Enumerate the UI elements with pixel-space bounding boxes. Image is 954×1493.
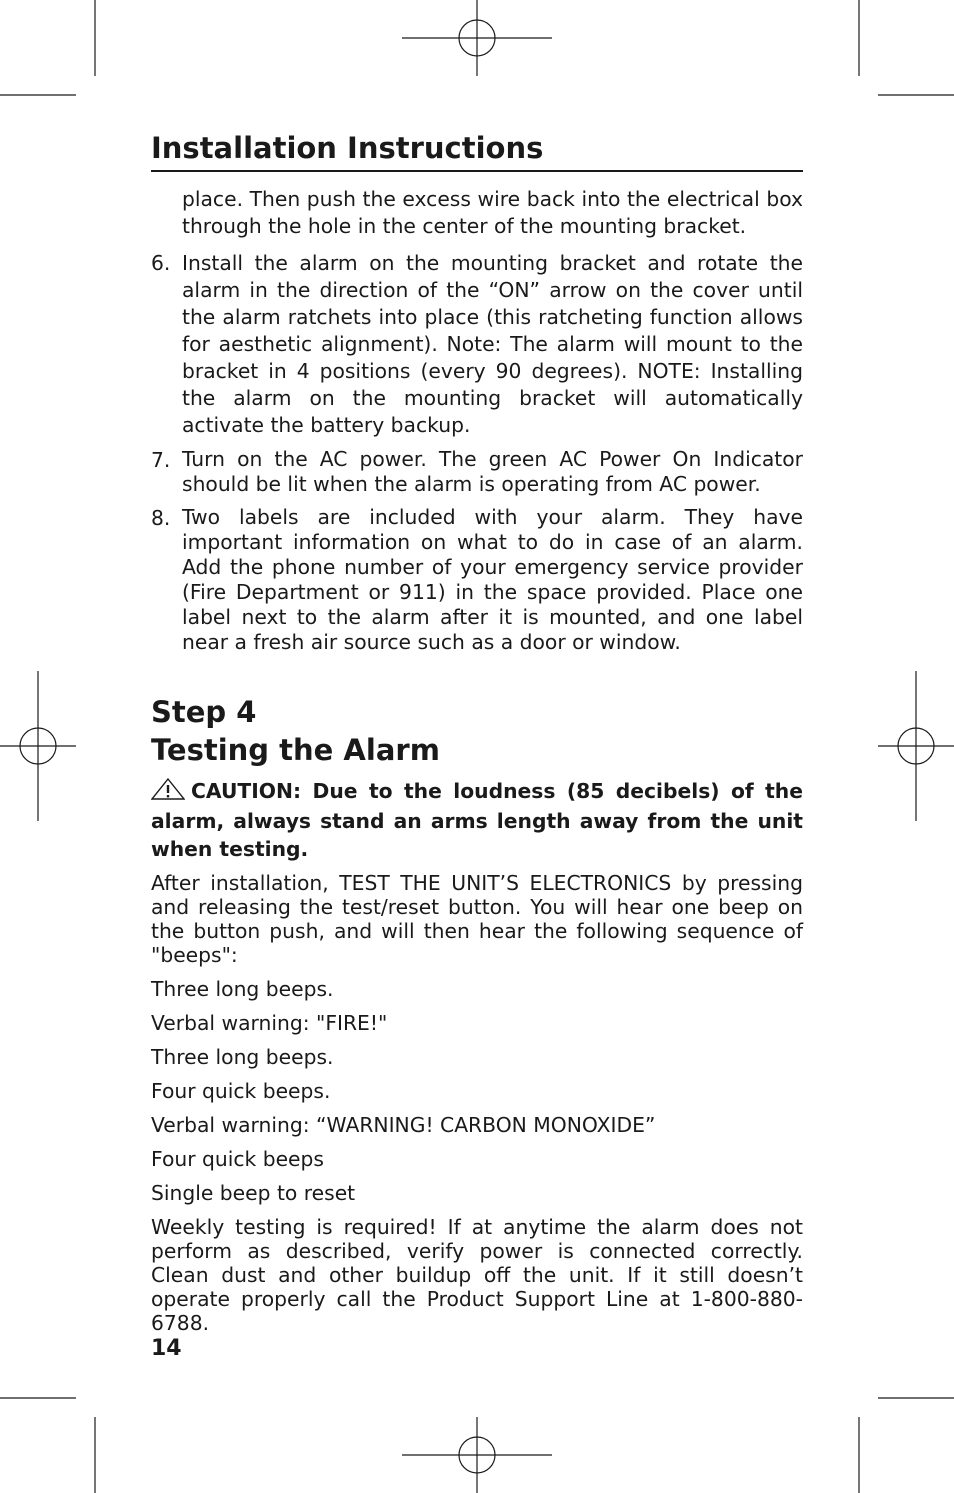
caution-text: CAUTION: Due to the loudness (85 decibels) of the alarm, always stand an arms length away from the unit when testing. — [151, 779, 803, 861]
crop-mark-bottom-right — [859, 1398, 954, 1493]
crop-mark-top-left — [0, 0, 95, 95]
registration-mark-bottom — [402, 1417, 552, 1493]
crop-mark-top-right — [859, 0, 954, 95]
page-number: 14 — [151, 1336, 182, 1361]
step-number: 6. — [151, 251, 171, 275]
list-item — [151, 447, 803, 497]
installation-steps-list — [151, 250, 803, 655]
registration-mark-top — [402, 0, 552, 76]
crop-mark-bottom-left — [0, 1398, 95, 1493]
beep-sequence-list — [151, 977, 803, 1205]
registration-mark-right — [878, 671, 954, 821]
warning-triangle-icon — [151, 778, 185, 807]
step-text: Install the alarm on the mounting bracket and rotate the alarm in the direction of the “ON” arrow on the cover until the alarm ratchets into place (this ratcheting function allows for aesthetic alignment). Note: The alarm will mount to the bracket in 4 positions (every 90 degrees). NOTE: Installing the alarm on the mounting bracket will automatically activate the battery backup. — [182, 251, 803, 437]
section-title: Testing the Alarm — [151, 733, 440, 767]
page-content — [151, 128, 803, 1335]
page-title: Installation Instructions — [151, 128, 803, 172]
list-item: Verbal warning: “WARNING! CARBON MONOXIDE” — [151, 1113, 656, 1137]
weekly-testing-note: Weekly testing is required! If at anytime the alarm does not perform as described, verify power is connected correctly. Clean dust and other buildup off the unit. If it still doesn’t operate properly call the Product Support Line at 1-800-880-6788. — [151, 1215, 803, 1335]
caution-notice — [151, 777, 803, 863]
list-item: Three long beeps. — [151, 1045, 334, 1069]
test-instructions: After installation, TEST THE UNIT’S ELECTRONICS by pressing and releasing the test/reset button. You will hear one beep on the button push, and will then hear the following sequence of "beeps": — [151, 871, 803, 967]
list-item: Three long beeps. — [151, 977, 334, 1001]
list-item — [151, 505, 803, 655]
list-item: Four quick beeps — [151, 1147, 324, 1171]
list-item — [151, 250, 803, 439]
step-number: 8. — [151, 506, 171, 530]
step-number: 7. — [151, 448, 171, 472]
list-item: Verbal warning: "FIRE!" — [151, 1011, 388, 1035]
step-text: Turn on the AC power. The green AC Power On Indicator should be lit when the alarm is operating from AC power. — [182, 447, 803, 496]
list-item: Single beep to reset — [151, 1181, 356, 1205]
step-text: Two labels are included with your alarm. They have important information on what to do in case of an alarm. Add the phone number of your emergency service provider (Fire Department or 911) in the space provided. Place one label next to the alarm after it is mounted, and one label near a fresh air source such as a door or window. — [182, 505, 803, 654]
step-label: Step 4 — [151, 695, 257, 729]
continued-paragraph: place. Then push the excess wire back into the electrical box through the hole in the center of the mounting bracket. — [182, 187, 803, 238]
list-item: Four quick beeps. — [151, 1079, 331, 1103]
registration-mark-left — [0, 671, 76, 821]
